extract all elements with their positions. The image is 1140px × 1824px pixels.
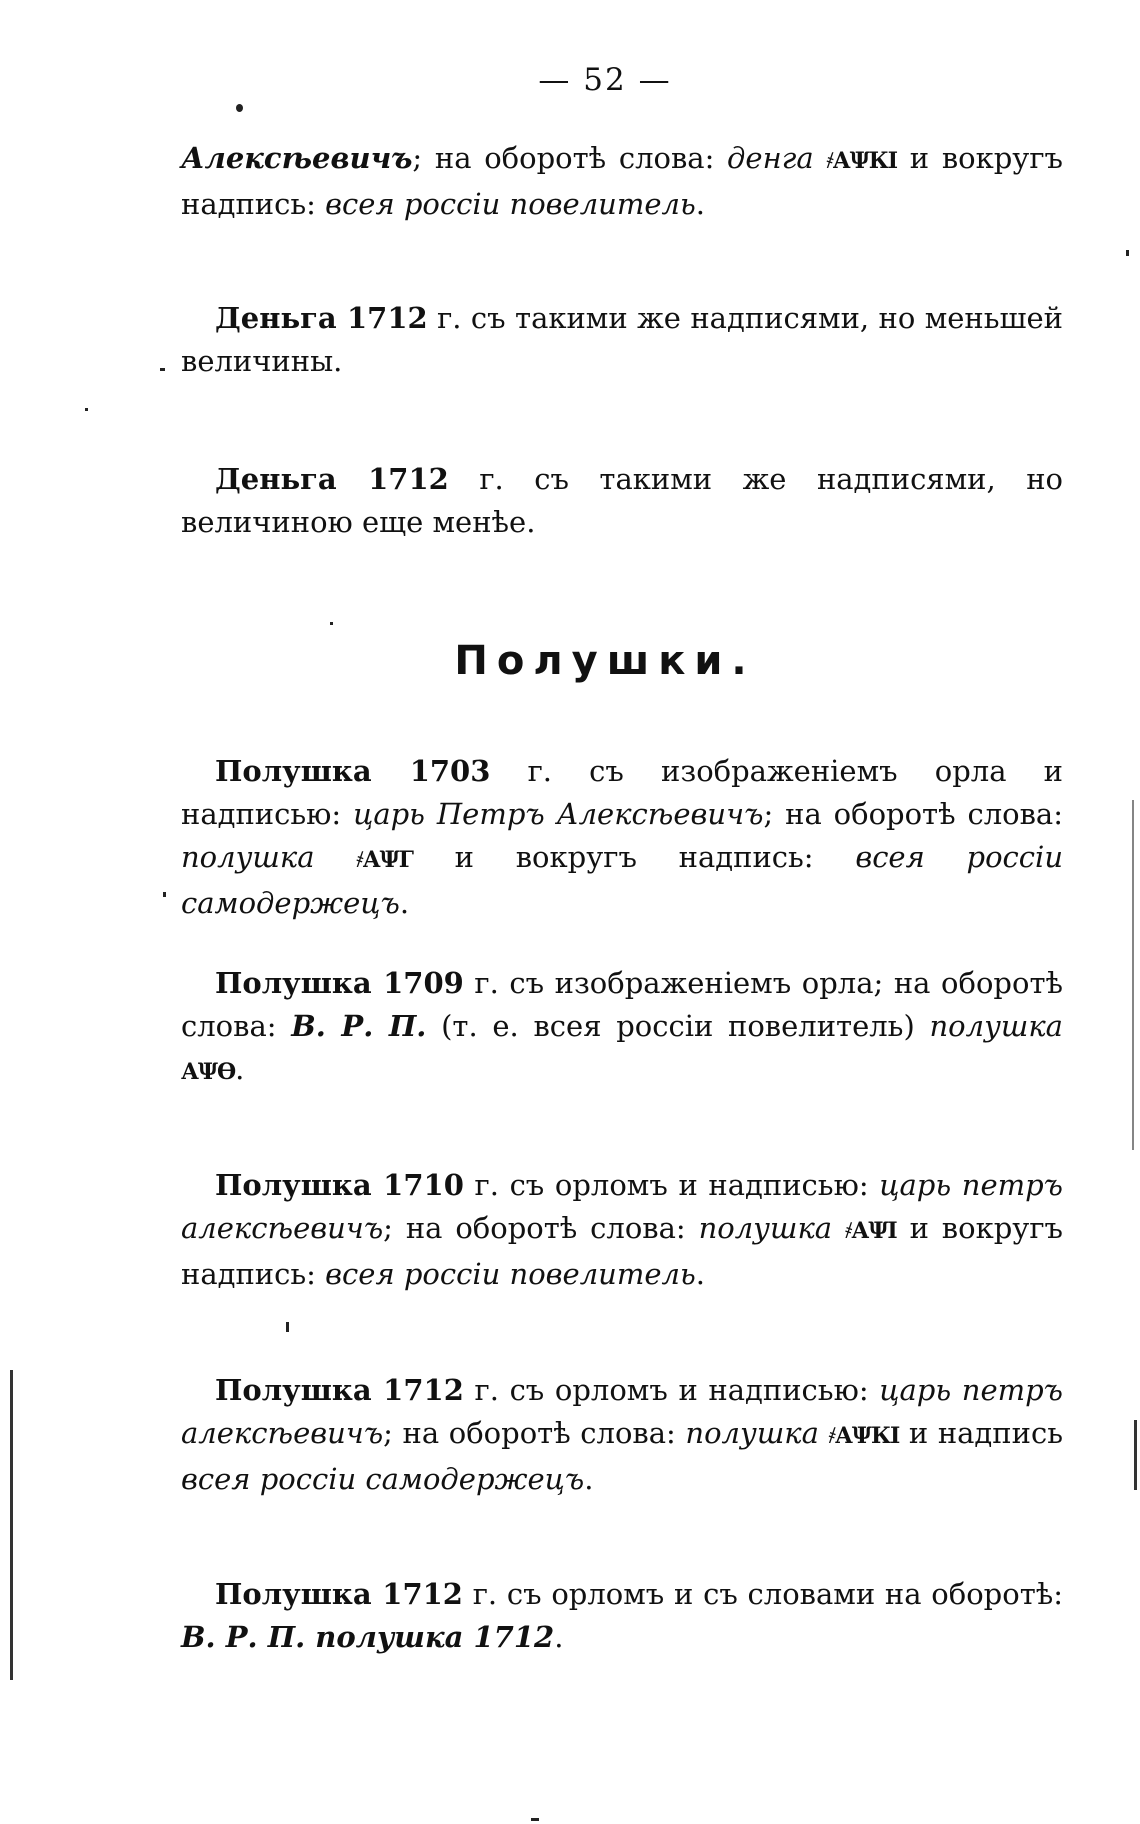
coin-legend: царь Петръ Алексѣевичъ — [353, 797, 764, 831]
abbreviation: В. Р. П. — [291, 1009, 427, 1043]
entry-polushka-1712-b — [181, 1573, 1063, 1659]
entry-text: г. съ такими же надписями, но меньшей величины. — [181, 301, 1063, 378]
text-run: г. съ орломъ и надписью: — [463, 1373, 880, 1407]
text-run: и вокругъ надпись: — [181, 1211, 1063, 1291]
scan-speck — [236, 104, 243, 112]
coin-legend: всея россіи повелитель — [325, 1257, 696, 1291]
coin-legend: всея россіи самодержецъ — [181, 1462, 585, 1496]
page-number: — 52 — — [538, 62, 672, 98]
slavonic-numeral: ҂АΨКІ — [826, 148, 898, 174]
entry-title: Деньга 1712 — [215, 301, 428, 335]
entry-title: Деньга 1712 — [215, 462, 449, 496]
scan-edge-line — [1132, 800, 1134, 1150]
tsar-name: Алексѣевичъ — [181, 141, 413, 175]
text-run: ; на оборотѣ слова: — [763, 797, 1063, 831]
text-run: г. съ изображеніемъ орла; на оборотѣ слова: — [181, 966, 1063, 1043]
slavonic-numeral: АΨѲ — [181, 1059, 236, 1085]
entry-text: г. съ такими же надписями, но величиною еще менѣе. — [181, 462, 1063, 539]
continuation-paragraph — [181, 137, 1063, 226]
scan-speck — [330, 622, 333, 625]
coin-legend: всея россіи самодержецъ — [181, 840, 1063, 920]
scan-speck — [85, 408, 88, 411]
coin-legend: всея россіи повелитель — [325, 187, 696, 221]
coin-denomination: полушка — [181, 840, 315, 874]
slavonic-numeral: ҂АΨІ — [844, 1218, 897, 1244]
coin-denomination: денга — [727, 141, 814, 175]
scan-speck — [160, 368, 165, 371]
scan-speck — [163, 892, 166, 897]
scan-speck — [1126, 250, 1129, 256]
entry-title: Полушка 1710 — [215, 1168, 464, 1202]
entry-title: Полушка 1712 — [215, 1577, 463, 1611]
section-heading: Полушки. — [454, 638, 756, 684]
text-run: . — [235, 1052, 245, 1086]
coin-legend: царь петръ алексѣевичъ — [181, 1373, 1063, 1450]
coin-legend: царь петръ алексѣевичъ — [181, 1168, 1063, 1245]
text-run: и вокругъ надпись: — [181, 141, 1063, 221]
text-run: г. съ орломъ и надписью: — [463, 1168, 880, 1202]
entry-title: Полушка 1703 — [215, 754, 491, 788]
text-run: . — [695, 187, 705, 221]
entry-polushka-1712-a — [181, 1369, 1063, 1501]
entry-title: Полушка 1712 — [215, 1373, 464, 1407]
coin-denomination: полушка — [698, 1211, 833, 1245]
text-run: ; на оборотѣ слова: — [412, 141, 728, 175]
text-run: г. съ орломъ и съ словами на оборотѣ: — [462, 1577, 1063, 1611]
text-run: . — [584, 1462, 594, 1496]
entry-title: Полушка 1709 — [215, 966, 464, 1000]
coin-legend: В. Р. П. полушка 1712 — [181, 1620, 555, 1654]
scan-speck — [531, 1818, 539, 1821]
text-run: (т. е. всея россіи повелитель) — [426, 1009, 930, 1043]
text-run: . — [399, 886, 410, 920]
text-run: . — [695, 1257, 705, 1291]
text-run: . — [554, 1620, 564, 1654]
entry-denga-1 — [181, 297, 1063, 383]
entry-polushka-1703 — [181, 750, 1063, 925]
text-run: ; на оборотѣ слова: — [383, 1211, 699, 1245]
scan-edge-line — [1134, 1420, 1137, 1490]
coin-denomination: полушка — [685, 1416, 819, 1450]
text-run: г. съ изображеніемъ орла и надписью: — [181, 754, 1064, 831]
scan-edge-line — [10, 1370, 13, 1680]
text-run: ; на оборотѣ слова: — [383, 1416, 686, 1450]
text-run: и надпись — [899, 1416, 1063, 1450]
entry-polushka-1709 — [181, 962, 1063, 1094]
text-run: и вокругъ надпись: — [412, 840, 856, 874]
slavonic-numeral: ҂АΨГ — [356, 847, 413, 873]
scan-speck — [286, 1322, 289, 1332]
slavonic-numeral: ҂АΨКІ — [828, 1423, 900, 1449]
entry-polushka-1710 — [181, 1164, 1063, 1296]
coin-denomination: полушка — [929, 1009, 1063, 1043]
entry-denga-2 — [181, 458, 1063, 544]
